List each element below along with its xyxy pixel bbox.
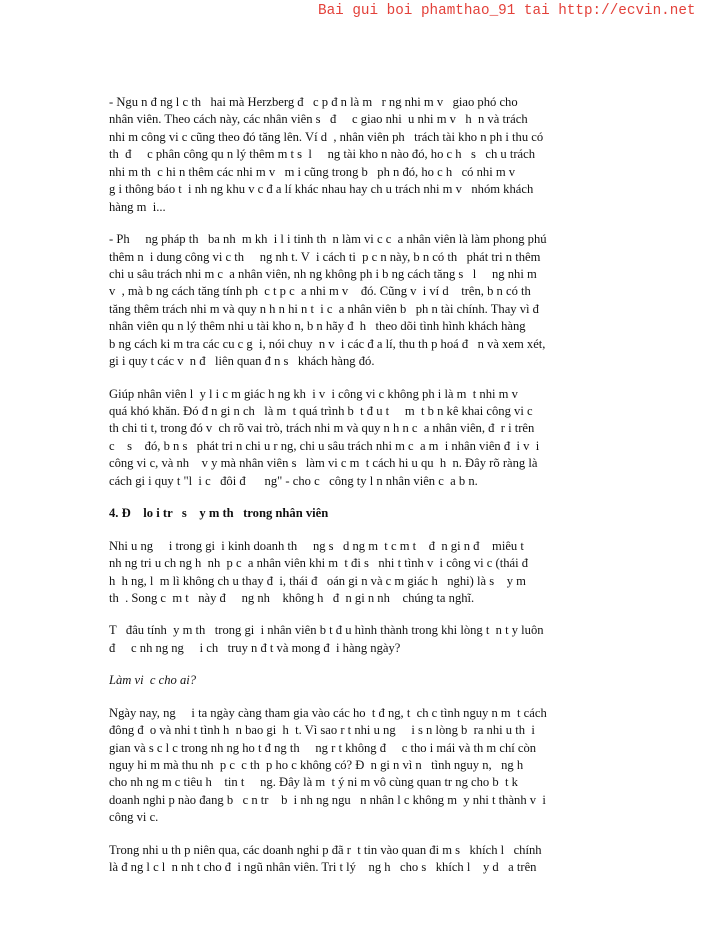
- text-line: g i thông báo t i nh ng khu v c đ a lí khác nhau hay ch u trách nhi m v nhóm khách: [109, 182, 534, 197]
- text-line: Làm vi c cho ai?: [109, 673, 197, 688]
- text-line: c s đó, b n s phát tri n chi u r ng, chi u sâu trách nhi m c a m i nhân viên đ i v i: [109, 438, 540, 453]
- text-line: th chi ti t, trong đó v ch rõ vai trò, trách nhi m và quy n h n c a nhân viên, đ r i trên: [109, 421, 535, 436]
- text-line: đông đ o và nhi t tình h n bao gi h t. Vì sao r t nhi u ng i s n lòng b ra nhi u th i: [109, 723, 535, 738]
- text-line: v , mà b ng cách tăng tính ph c t p c a nhi m v đó. Cũng v i ví d trên, b n có th: [109, 284, 531, 299]
- text-line: gian và s c l c trong nh ng ho t đ ng th ng r t không đ c tho i mái và th m chí còn: [109, 740, 537, 755]
- text-line: T đâu tính y m th trong gi i nhân viên b t đ u hình thành trong khi lòng t n t y luôn: [109, 623, 544, 638]
- text-line: cho nh ng m c tiêu h tin t ng. Đây là m t ý ni m vô cùng quan tr ng cho b t k: [109, 775, 518, 790]
- paragraph: [109, 705, 621, 827]
- paragraph: [109, 538, 621, 608]
- text-line: chi u sâu trách nhi m c a nhân viên, nh ng không ph i b ng cách tăng s l ng nhi m: [109, 266, 537, 281]
- text-line: b ng cách ki m tra các cu c g i, nói chuy n v i các đ a lí, thu th p hoá đ n và xem xét,: [109, 336, 546, 351]
- text-line: nhân viên qu n lý thêm nhi u tài kho n, b n hãy đ h theo dõi tình hình khách hàng: [109, 319, 526, 334]
- text-line: Nhi u ng i trong gi i kinh doanh th ng s d ng m t c m t đ n gi n đ miêu t: [109, 538, 524, 553]
- text-line: Ngày nay, ng i ta ngày càng tham gia vào các ho t đ ng, t ch c tình nguy n m t cách: [109, 705, 547, 720]
- text-line: nguy hi m mà thu nh p c c th p ho c không có? Đ n gi n vì n tình nguy n, ng h: [109, 758, 524, 772]
- paragraph: [109, 231, 621, 371]
- text-line: thêm n i dung công vi c th ng nh t. V i cách ti p c n này, b n có th phát tri n thêm: [109, 249, 541, 264]
- text-line: th đ c phân công qu n lý thêm m t s l ng tài kho n nào đó, ho c h s ch u trách: [109, 147, 536, 162]
- text-line: là đ ng l c l n nh t cho đ i ngũ nhân viên. Tri t lý ng h cho s khích l y d a trên: [109, 860, 537, 875]
- text-line: nh ng tri u ch ng h nh p c a nhân viên khi m t đi s nhi t tình v i công vi c (thái đ: [109, 556, 529, 571]
- text-line: nhi m công vi c cũng theo đó tăng lên. Ví d , nhân viên ph trách tài kho n ph i thu có: [109, 129, 544, 144]
- paragraph: [109, 622, 621, 657]
- text-line: quá khó khăn. Đó đ n gi n ch là m t quá trình b t đ u t m t b n kê khai công vi c: [109, 404, 533, 418]
- text-line: Trong nhi u th p niên qua, các doanh nghi p đã r t tin vào quan đi m s khích l chính: [109, 842, 542, 857]
- text-line: doanh nghi p nào đang b c n tr b i nh ng ngu n nhân l c không m y nhi t thành v i: [109, 792, 546, 807]
- text-line: công vi c.: [109, 810, 159, 825]
- section-heading: [109, 505, 621, 522]
- text-line: - Ph ng pháp th ba nh m kh i l i tinh th n làm vi c c a nhân viên là làm phong phú: [109, 232, 547, 247]
- watermark-text: Bai gui boi phamthao_91 tai http://ecvin.net: [318, 3, 696, 19]
- text-line: nhi m th c hi n thêm các nhi m v m i cũng trong b ph n đó, ho c h có nhi m v: [109, 164, 516, 179]
- paragraph: [109, 842, 621, 877]
- subheading: [109, 672, 621, 689]
- text-line: gi i quy t các v n đ liên quan đ n s khách hàng đó.: [109, 354, 375, 369]
- text-line: công vi c, và nh v y mà nhân viên s làm vi c m t cách hi u qu h n. Đây rõ ràng là: [109, 456, 538, 471]
- text-line: đ c nh ng ng i ch truy n đ t và mong đ i hàng ngày?: [109, 640, 401, 655]
- text-line: tăng thêm trách nhi m và quy n h n hi n t i c a nhân viên b ph n tài chính. Thay vì đ: [109, 301, 539, 316]
- text-line: th . Song c m t này đ ng nh không h đ n gi n nh chúng ta nghĩ.: [109, 590, 475, 605]
- paragraph: [109, 94, 621, 216]
- text-line: 4. Đ lo i tr s y m th trong nhân viên: [109, 506, 329, 521]
- document-body: [109, 94, 621, 892]
- text-line: hàng m i...: [109, 199, 166, 214]
- text-line: Giúp nhân viên l y l i c m giác h ng kh i v i công vi c không ph i là m t nhi m v: [109, 386, 518, 401]
- text-line: h h ng, l m lì không ch u thay đ i, thái đ oán gi n và c m giác h nghi) là s y m: [109, 573, 526, 588]
- text-line: cách gi i quy t "l i c đôi đ ng" - cho c công ty l n nhân viên c a b n.: [109, 473, 478, 488]
- text-line: nhân viên. Theo cách này, các nhân viên s đ c giao nhi u nhi m v h n và trách: [109, 112, 528, 127]
- paragraph: [109, 386, 621, 491]
- text-line: - Ngu n đ ng l c th hai mà Herzberg đ c p đ n là m r ng nhi m v giao phó cho: [109, 95, 518, 109]
